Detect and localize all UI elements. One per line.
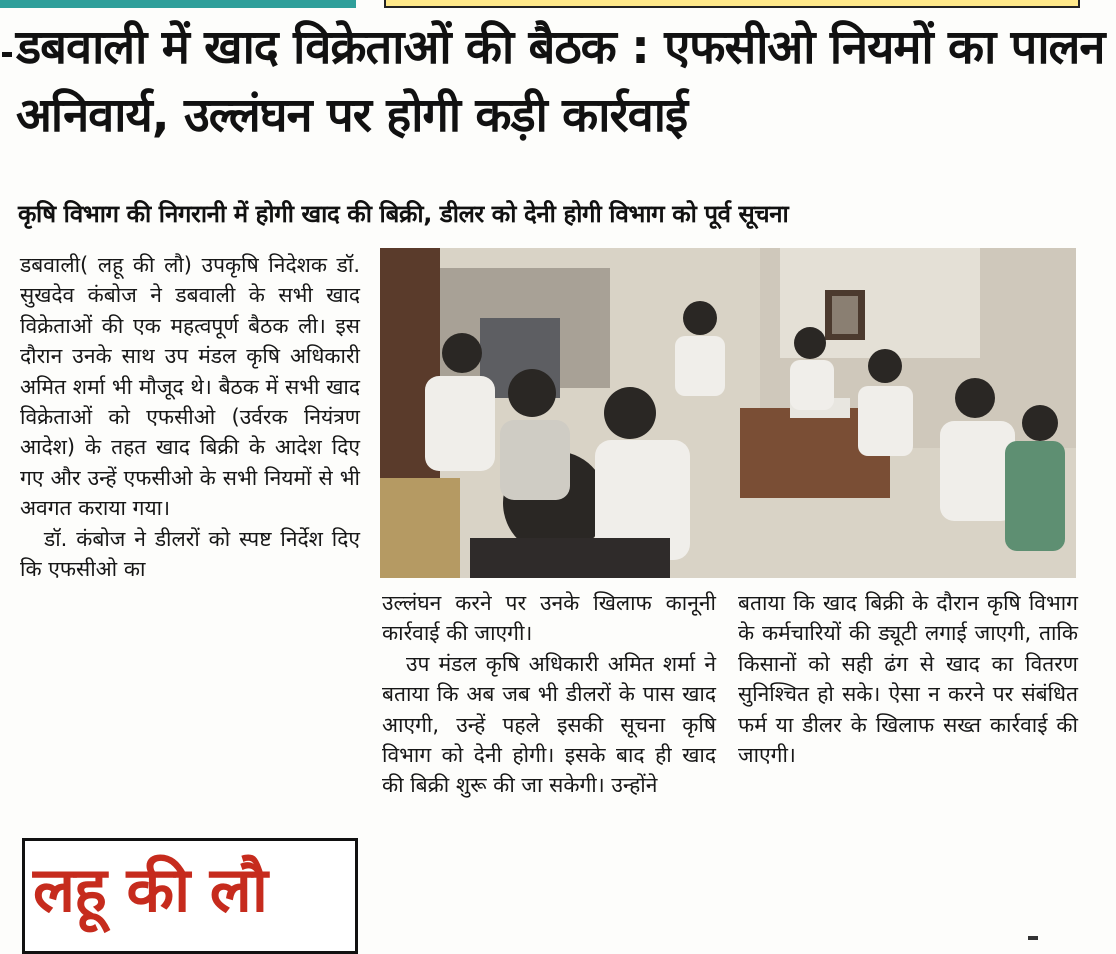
cut-mark [1028,936,1038,940]
paragraph: उल्लंघन करने पर उनके खिलाफ कानूनी कार्रवाई की जाएगी। [382,591,716,646]
paragraph: डबवाली( लहू की लौ) उपकृषि निदेशक डॉ. सुखदेव कंबोज ने डबवाली के सभी खाद विक्रेताओं की एक महत्वपूर्ण बैठक ली। इस दौरान उनके साथ उप मंडल कृषि अधिकारी अमित शर्मा भी मौजूद थे। बैठक में सभी खाद विक्रेताओं को एफसीओ (उर्वरक नियंत्रण आदेश) के तहत खाद बिक्री के आदेश दिए गए और उन्हें एफसीओ के सभी नियमों से भी अवगत कराया गया। [20,253,360,521]
headline-text: डबवाली में खाद विक्रेताओं की बैठक : एफसीओ नियमों का पालन अनिवार्य, उल्लंघन पर होगी कड़ी कार्रवाई [16,20,1105,143]
article-column-3 [738,588,1078,770]
headline [16,14,1106,150]
article-column-2 [382,588,716,801]
meeting-photo [380,248,1076,578]
subheadline: कृषि विभाग की निगरानी में होगी खाद की बिक्री, डीलर को देनी होगी विभाग को पूर्व सूचना [18,200,789,228]
paragraph: उप मंडल कृषि अधिकारी अमित शर्मा ने बताया कि अब जब भी डीलरों के पास खाद आएगी, उन्हें पहले इसकी सूचना कृषि विभाग को देनी होगी। इसके बाद ही खाद की बिक्री शुरू की जा सकेगी। उन्होंने [382,651,716,798]
article-column-1 [20,250,360,584]
top-yellow-box-edge [384,0,1080,8]
headline-dash [2,52,12,57]
newspaper-logo-box [22,838,358,954]
newspaper-logo: लहू की लौ [33,853,267,926]
top-color-strip [0,0,356,8]
paragraph: डॉ. कंबोज ने डीलरों को स्पष्ट निर्देश दिए कि एफसीओ का [20,526,360,582]
paragraph: बताया कि खाद बिक्री के दौरान कृषि विभाग के कर्मचारियों की ड्यूटी लगाई जाएगी, ताकि किसानों को सही ढंग से खाद का वितरण सुनिश्चित हो सके। ऐसा न करने पर संबंधित फर्म या डीलर के खिलाफ सख्त कार्रवाई की जाएगी। [738,591,1078,768]
